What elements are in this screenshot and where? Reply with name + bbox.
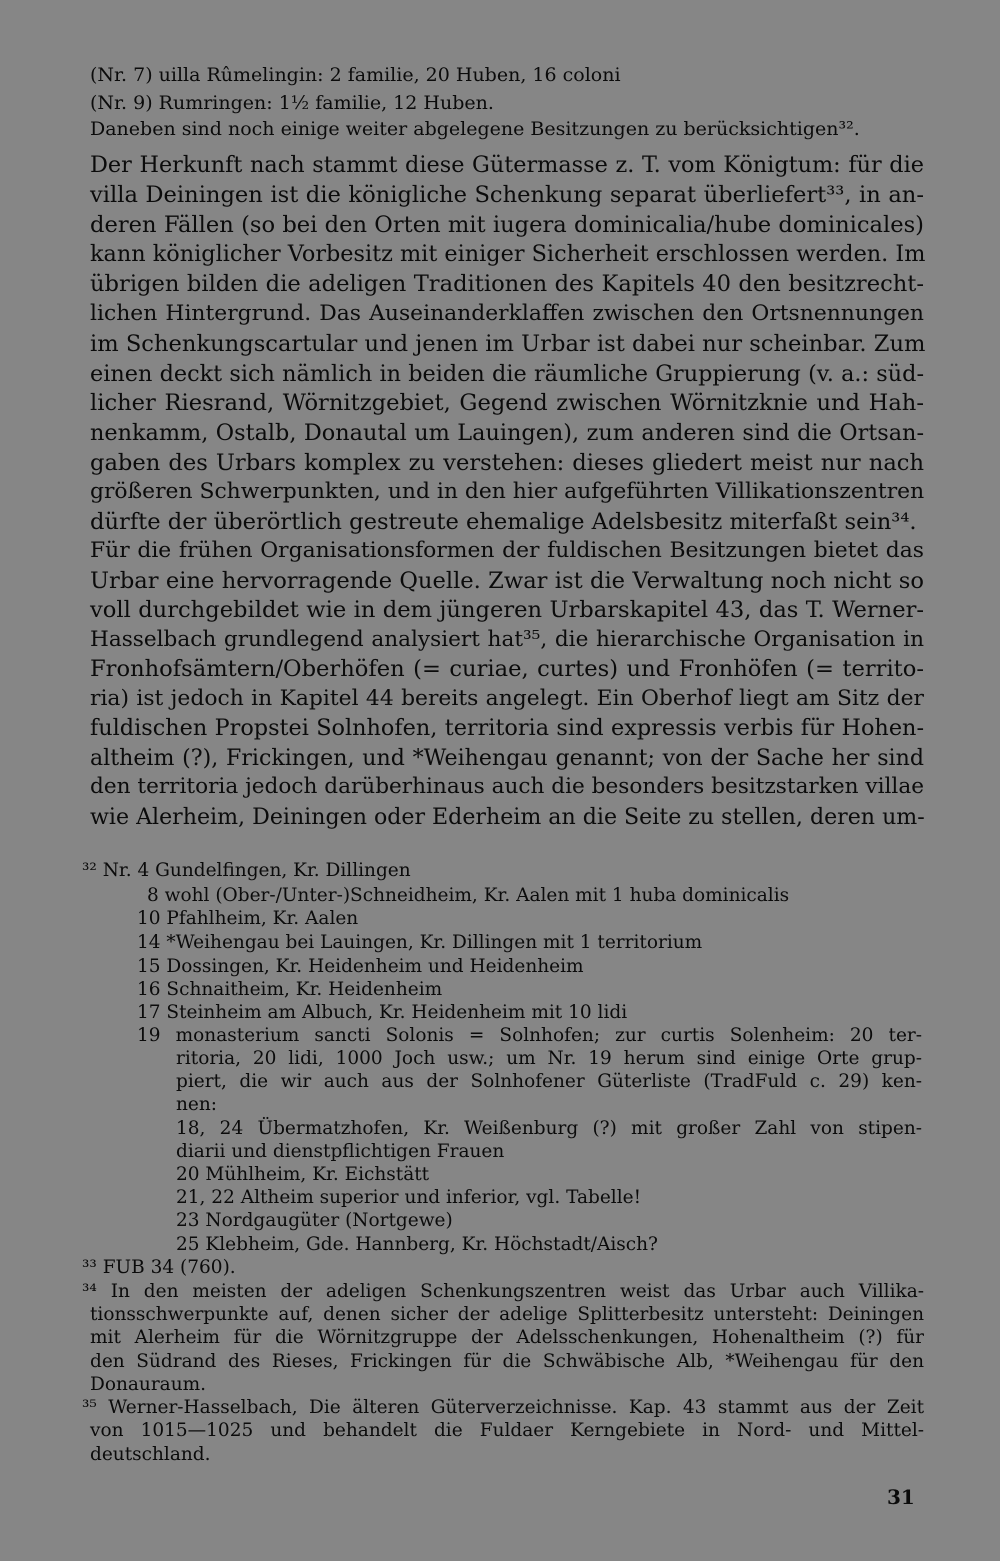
- footnote-line: ³⁵ Werner-Hasselbach, Die älteren Güterverzeichnisse. Kap. 43 stammt aus der Zeit: [82, 1397, 924, 1418]
- text-line: (Nr. 9) Rumringen: 1½ familie, 12 Huben.: [90, 92, 494, 114]
- text-line: den territoria jedoch darüberhinaus auch die besonders besitzstarken villae: [90, 774, 924, 799]
- footnote-line: mit Alerheim für die Wörnitzgruppe der Adelsschenkungen, Hohenaltheim (?) für: [90, 1327, 924, 1348]
- text-line: deren Fällen (so bei den Orten mit iugera dominicalia/hube dominicales): [90, 212, 924, 238]
- footnote-line: ³³ FUB 34 (760).: [82, 1257, 236, 1278]
- footnote-line: tionsschwerpunkte auf, denen sicher der adelige Splitterbesitz untersteht: Deiningen: [90, 1304, 924, 1325]
- text-line: Der Herkunft nach stammt diese Gütermasse z. T. vom Königtum: für die: [90, 152, 924, 178]
- text-line: größeren Schwerpunkten, und in den hier aufgeführten Villikationszentren: [90, 479, 925, 504]
- text-line: (Nr. 7) uilla Rûmelingin: 2 familie, 20 Huben, 16 coloni: [90, 64, 621, 86]
- footnote-line: den Südrand des Rieses, Frickingen für die Schwäbische Alb, *Weihengau für den: [90, 1351, 924, 1372]
- text-line: Für die frühen Organisationsformen der fuldischen Besitzungen bietet das: [90, 538, 924, 563]
- footnote-line: 16 Schnaitheim, Kr. Heidenheim: [137, 979, 443, 1000]
- text-line: gaben des Urbars komplex zu verstehen: dieses gliedert meist nur nach: [90, 450, 924, 476]
- text-line: Hasselbach grundlegend analysiert hat³⁵, die hierarchische Organisation in: [90, 627, 924, 652]
- footnote-line: diarii und dienstpflichtigen Frauen: [176, 1141, 505, 1162]
- text-line: nenkamm, Ostalb, Donautal um Lauingen), zum anderen sind die Ortsan-: [90, 420, 924, 446]
- footnote-line: deutschland.: [90, 1444, 211, 1465]
- footnote-line: 18, 24 Übermatzhofen, Kr. Weißenburg (?) mit großer Zahl von stipen-: [176, 1118, 922, 1139]
- footnote-line: von 1015—1025 und behandelt die Fuldaer Kerngebiete in Nord- und Mittel-: [90, 1420, 924, 1441]
- text-line: dürfte der überörtlich gestreute ehemalige Adelsbesitz miterfaßt sein³⁴.: [90, 509, 917, 535]
- text-line: kann königlicher Vorbesitz mit einiger Sicherheit erschlossen werden. Im: [90, 241, 926, 267]
- footnote-line: 25 Klebheim, Gde. Hannberg, Kr. Höchstadt/Aisch?: [176, 1234, 658, 1255]
- footnote-line: ritoria, 20 lidi, 1000 Joch usw.; um Nr. 19 herum sind einige Orte grup-: [176, 1048, 922, 1069]
- text-line: voll durchgebildet wie in dem jüngeren Urbarskapitel 43, das T. Werner-: [90, 597, 924, 623]
- page-number: 31: [887, 1485, 915, 1509]
- text-line: villa Deiningen ist die königliche Schenkung separat überliefert³³, in an-: [90, 182, 924, 208]
- text-line: licher Riesrand, Wörnitzgebiet, Gegend zwischen Wörnitzknie und Hah-: [90, 390, 924, 416]
- text-line: Daneben sind noch einige weiter abgelegene Besitzungen zu berücksichtigen³².: [90, 118, 860, 140]
- footnote-line: 10 Pfahlheim, Kr. Aalen: [137, 908, 359, 929]
- text-line: übrigen bilden die adeligen Traditionen des Kapitels 40 den besitzrecht-: [90, 271, 924, 297]
- footnote-line: Donauraum.: [90, 1374, 207, 1395]
- footnote-line: 19 monasterium sancti Solonis = Solnhofen; zur curtis Solenheim: 20 ter-: [137, 1025, 922, 1046]
- footnote-line: piert, die wir auch aus der Solnhofener Güterliste (TradFuld c. 29) ken-: [176, 1071, 922, 1092]
- text-line: wie Alerheim, Deiningen oder Ederheim an die Seite zu stellen, deren um-: [90, 804, 925, 830]
- footnote-line: 23 Nordgaugüter (Nortgewe): [176, 1210, 453, 1231]
- footnote-line: 20 Mühlheim, Kr. Eichstätt: [176, 1164, 430, 1185]
- text-line: lichen Hintergrund. Das Auseinanderklaffen zwischen den Ortsnennungen: [90, 301, 924, 326]
- footnote-line: 21, 22 Altheim superior und inferior, vgl. Tabelle!: [176, 1187, 642, 1208]
- footnote-line: ³⁴ In den meisten der adeligen Schenkungszentren weist das Urbar auch Villika-: [82, 1281, 924, 1302]
- footnote-line: 8 wohl (Ober-/Unter-)Schneidheim, Kr. Aalen mit 1 huba dominicalis: [147, 885, 790, 906]
- text-line: im Schenkungscartular und jenen im Urbar ist dabei nur scheinbar. Zum: [90, 331, 926, 357]
- text-line: ria) ist jedoch in Kapitel 44 bereits angelegt. Ein Oberhof liegt am Sitz der: [90, 686, 924, 711]
- footnote-line: 17 Steinheim am Albuch, Kr. Heidenheim mit 10 lidi: [137, 1002, 628, 1023]
- text-line: einen deckt sich nämlich in beiden die räumliche Gruppierung (v. a.: süd-: [90, 361, 924, 387]
- footnote-line: 15 Dossingen, Kr. Heidenheim und Heidenheim: [137, 956, 584, 977]
- text-line: fuldischen Propstei Solnhofen, territoria sind expressis verbis für Hohen-: [90, 715, 924, 741]
- footnote-line: ³² Nr. 4 Gundelfingen, Kr. Dillingen: [82, 860, 411, 881]
- page: [82, 0, 926, 1561]
- text-line: Urbar eine hervorragende Quelle. Zwar ist die Verwaltung noch nicht so: [90, 568, 924, 594]
- footnote-line: nen:: [176, 1094, 218, 1115]
- footnote-line: 14 *Weihengau bei Lauingen, Kr. Dillingen mit 1 territorium: [137, 932, 703, 953]
- text-line: Fronhofsämtern/Oberhöfen (= curiae, curtes) und Fronhöfen (= territo-: [90, 656, 924, 682]
- text-line: altheim (?), Frickingen, und *Weihengau genannt; von der Sache her sind: [90, 745, 924, 771]
